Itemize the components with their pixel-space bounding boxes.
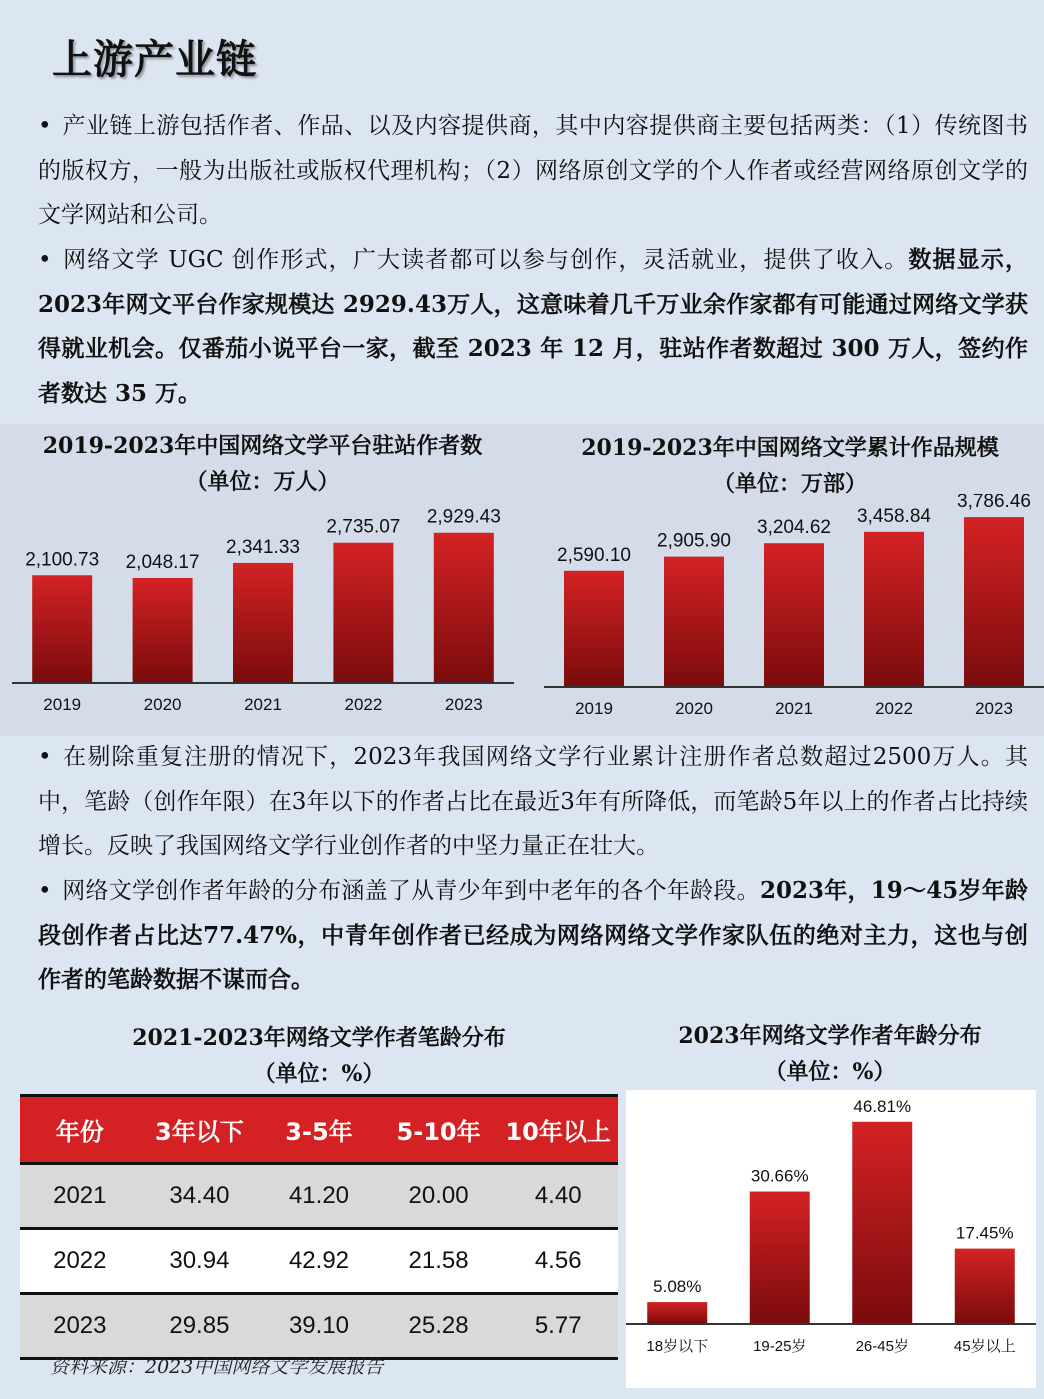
data-label: 2,341.33 [226,536,300,558]
bar [852,1122,912,1324]
writing-age-table [20,1094,618,1360]
x-tick-label: 2023 [975,699,1013,718]
x-tick-label: 2021 [775,699,813,718]
table-cell: 2023 [20,1294,140,1359]
column-header: 10年以上 [498,1097,618,1164]
bar [864,532,924,687]
paragraph-registered [38,735,1028,869]
chart-works [530,494,1044,726]
table-cell: 5.77 [498,1294,618,1359]
x-tick-label: 18岁以下 [646,1338,709,1355]
table-cell: 4.40 [498,1164,618,1229]
x-tick-label: 2022 [344,695,383,714]
table-header-row [20,1097,618,1164]
bullet: • [38,878,52,904]
column-header: 3年以下 [140,1097,260,1164]
table-subtitle: （单位：%） [253,1061,385,1087]
data-label: 3,786.46 [957,494,1031,513]
bar [664,557,724,687]
table-cell: 29.85 [140,1294,260,1359]
data-label: 2,905.90 [657,530,731,552]
paragraph-ugc [38,238,1028,416]
chart4-title-block [628,1018,1032,1090]
bar [434,533,494,683]
bar [564,571,624,687]
chart2-title-block [540,430,1040,502]
bar [133,578,193,683]
source-note: 资料来源：2023中国网络文学发展报告 [50,1356,384,1378]
data-label: 2,735.07 [326,516,401,538]
bullet: • [38,113,52,139]
table-cell: 34.40 [140,1164,260,1229]
table-cell: 21.58 [379,1229,499,1294]
x-tick-label: 2019 [575,699,613,718]
paragraph-text: 网络文学 UGC 创作形式，广大读者都可以参与创作，灵活就业，提供了收入。 [62,247,909,273]
bar [964,517,1024,687]
x-tick-label: 26-45岁 [855,1338,909,1355]
data-label: 2,048.17 [125,551,200,573]
data-label: 5.08% [653,1277,702,1297]
x-tick-label: 19-25岁 [753,1338,807,1355]
chart2-subtitle: （单位：万部） [712,471,867,497]
bar [647,1302,707,1324]
table-row [20,1164,618,1229]
x-tick-label: 2023 [444,695,483,714]
chart1-title: 2019-2023年中国网络文学平台驻站作者数 [42,433,483,459]
bullet: • [38,744,52,770]
table-row [20,1229,618,1294]
column-header: 年份 [20,1097,140,1164]
table-title: 2021-2023年网络文学作者笔龄分布 [132,1025,506,1051]
chart4-subtitle: （单位：%） [764,1059,896,1085]
data-label: 3,458.84 [857,505,931,527]
data-label: 3,204.62 [757,517,831,539]
chart-age [626,1090,1036,1388]
x-tick-label: 45岁以上 [953,1338,1016,1355]
chart1-title-block [10,428,515,500]
paragraph-upstream [38,104,1028,238]
table-cell: 39.10 [259,1294,379,1359]
x-tick-label: 2022 [875,699,913,718]
column-header: 5-10年 [379,1097,499,1164]
x-tick-label: 2020 [143,695,182,714]
chart4-title: 2023年网络文学作者年龄分布 [678,1023,982,1049]
bullet: • [38,247,52,273]
paragraph-text: 产业链上游包括作者、作品、以及内容提供商，其中内容提供商主要包括两类：（1）传统图书的版权方，一般为出版社或版权代理机构；（2）网络原创文学的个人作者或经营网络原创文学的文学网站和公司。 [38,113,1028,228]
table-cell: 2021 [20,1164,140,1229]
bar [32,575,92,683]
data-label: 17.45% [955,1223,1014,1243]
table-cell: 42.92 [259,1229,379,1294]
x-tick-label: 2021 [244,695,282,714]
table-cell: 20.00 [379,1164,499,1229]
chart-authors [0,504,522,726]
table-cell: 25.28 [379,1294,499,1359]
x-tick-label: 2019 [43,695,82,714]
page-title: 上游产业链 [52,36,257,83]
data-label: 2,590.10 [557,544,631,566]
table-title-block [20,1020,618,1092]
data-label: 2,929.43 [426,506,501,528]
paragraph-text: 网络文学创作者年龄的分布涵盖了从青少年到中老年的各个年龄段。 [62,878,760,904]
paragraph-text-bold: 2023年，19～45岁年龄段创作者占比达77.47%，中青年创作者已经成为网络网络文学作家队伍的绝对主力，这也与创作者的笔龄数据不谋而合。 [38,877,1029,993]
data-label: 30.66% [750,1166,809,1186]
chart1-subtitle: （单位：万人） [185,469,340,495]
table-cell: 30.94 [140,1229,260,1294]
x-tick-label: 2020 [675,699,713,718]
data-label: 2,100.73 [25,549,100,571]
table-cell: 4.56 [498,1229,618,1294]
bar [333,543,393,683]
bar [750,1192,810,1324]
table-cell: 2022 [20,1229,140,1294]
paragraph-age [38,869,1028,1003]
bar [955,1249,1015,1324]
table-row [20,1294,618,1359]
bar [764,543,824,687]
data-label: 46.81% [853,1096,912,1116]
table-cell: 41.20 [259,1164,379,1229]
bar [233,563,293,683]
column-header: 3-5年 [259,1097,379,1164]
paragraph-text-bold: 数据显示，2023年网文平台作家规模达 2929.43万人，这意味着几千万业余作家都有可能通过网络文学获得就业机会。仅番茄小说平台一家，截至 2023 年 12 月，驻站作者数超过 300 万人，签约作者数达 35 万。 [38,246,1029,407]
paragraph-text: 在剔除重复注册的情况下，2023年我国网络文学行业累计注册作者总数超过2500万人。其中，笔龄（创作年限）在3年以下的作者占比在最近3年有所降低，而笔龄5年以上的作者占比持续增长。反映了我国网络文学行业创作者的中坚力量正在壮大。 [38,744,1028,859]
chart2-title: 2019-2023年中国网络文学累计作品规模 [581,435,999,461]
